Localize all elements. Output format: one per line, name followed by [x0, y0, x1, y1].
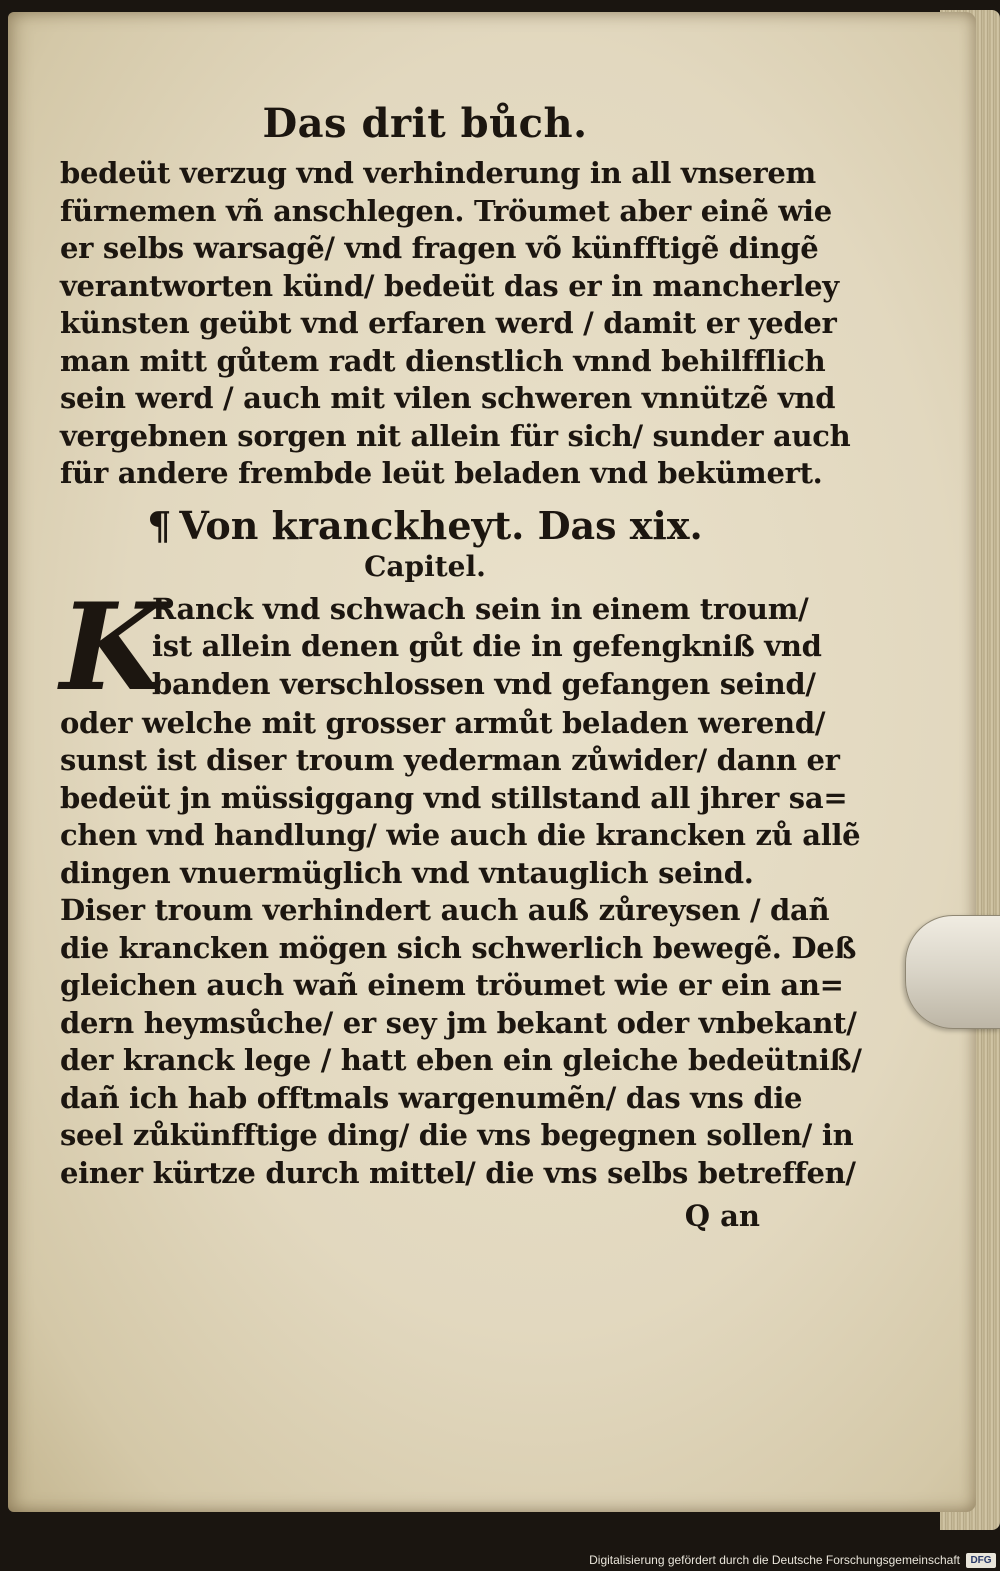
text-line: künsten geübt vnd erfaren werd / damit er yeder [60, 306, 837, 340]
page-turn-tab[interactable] [905, 915, 1000, 1029]
text-line: bedeüt verzug vnd verhinderung in all vnserem [60, 156, 816, 190]
catchword: Q an [684, 1199, 760, 1233]
text-line: sunst ist diser troum yederman zůwider/ dann er [60, 743, 840, 777]
text-line: einer kürtze durch mittel/ die vns selbs betreffen/ [60, 1155, 856, 1190]
paragraph-2 [60, 576, 862, 1193]
text-line: dern heymsůche/ er sey jm bekant oder vnbekant/ [60, 1005, 857, 1040]
text-line: verantworten künd/ bedeüt das er in mancherley [60, 268, 839, 303]
dfg-logo: DFG [966, 1553, 996, 1568]
text-line: für andere frembde leüt beladen vnd bekümert. [60, 456, 823, 490]
text-line: Ranck vnd schwach sein in einem troum/ [152, 591, 809, 626]
pilcrow-icon: ¶ [147, 502, 172, 548]
digitization-credit: Digitalisierung gefördert durch die Deutsche Forschungsgemeinschaft [589, 1553, 960, 1567]
text-line: chen vnd handlung/ wie auch die krancken zů allẽ [60, 818, 861, 852]
text-line: gleichen auch wañ einem tröumet wie er ein an= [60, 968, 844, 1002]
text-line: dañ ich hab offtmals wargenumẽn/ das vns die [60, 1080, 803, 1115]
paragraph-1 [60, 155, 851, 493]
text-line: fürnemen vñ anschlegen. Tröumet aber einẽ wie [60, 193, 832, 228]
text-line: ist allein denen gůt die in gefengkniß vnd [152, 629, 822, 663]
text-line: vergebnen sorgen nit allein für sich/ sunder auch [60, 418, 851, 453]
text-line: man mitt gůtem radt dienstlich vnnd behilfflich [60, 343, 826, 378]
text-line: die krancken mögen sich schwerlich bewegẽ. Deß [60, 930, 857, 965]
text-line: seel zůkünfftige ding/ die vns begegnen sollen/ in [60, 1118, 854, 1152]
page-text [60, 100, 862, 1236]
text-line: er selbs warsagẽ/ vnd fragen võ künfftigẽ dingẽ [60, 231, 819, 265]
text-line: der kranck lege / hatt eben ein gleiche bedeütniß/ [60, 1043, 862, 1077]
running-head: Das drit bůch. [262, 100, 588, 147]
text-line: bedeüt jn müssiggang vnd stillstand all jhrer sa= [60, 780, 848, 815]
chapter-subtitle: Capitel. [364, 549, 486, 583]
chapter-heading [60, 503, 790, 549]
chapter-title: Von kranckheyt. Das xix. [179, 502, 703, 548]
drop-cap-initial: K [60, 576, 165, 718]
text-line: Diser troum verhindert auch auß zůreysen / dañ [60, 893, 830, 927]
text-line: sein werd / auch mit vilen schweren vnnützẽ vnd [60, 381, 836, 415]
text-line: banden verschlossen vnd gefangen seind/ [152, 666, 816, 701]
text-line: dingen vnuermüglich vnd vntauglich seind. [60, 855, 754, 890]
text-line: oder welche mit grosser armůt beladen werend/ [60, 705, 826, 740]
